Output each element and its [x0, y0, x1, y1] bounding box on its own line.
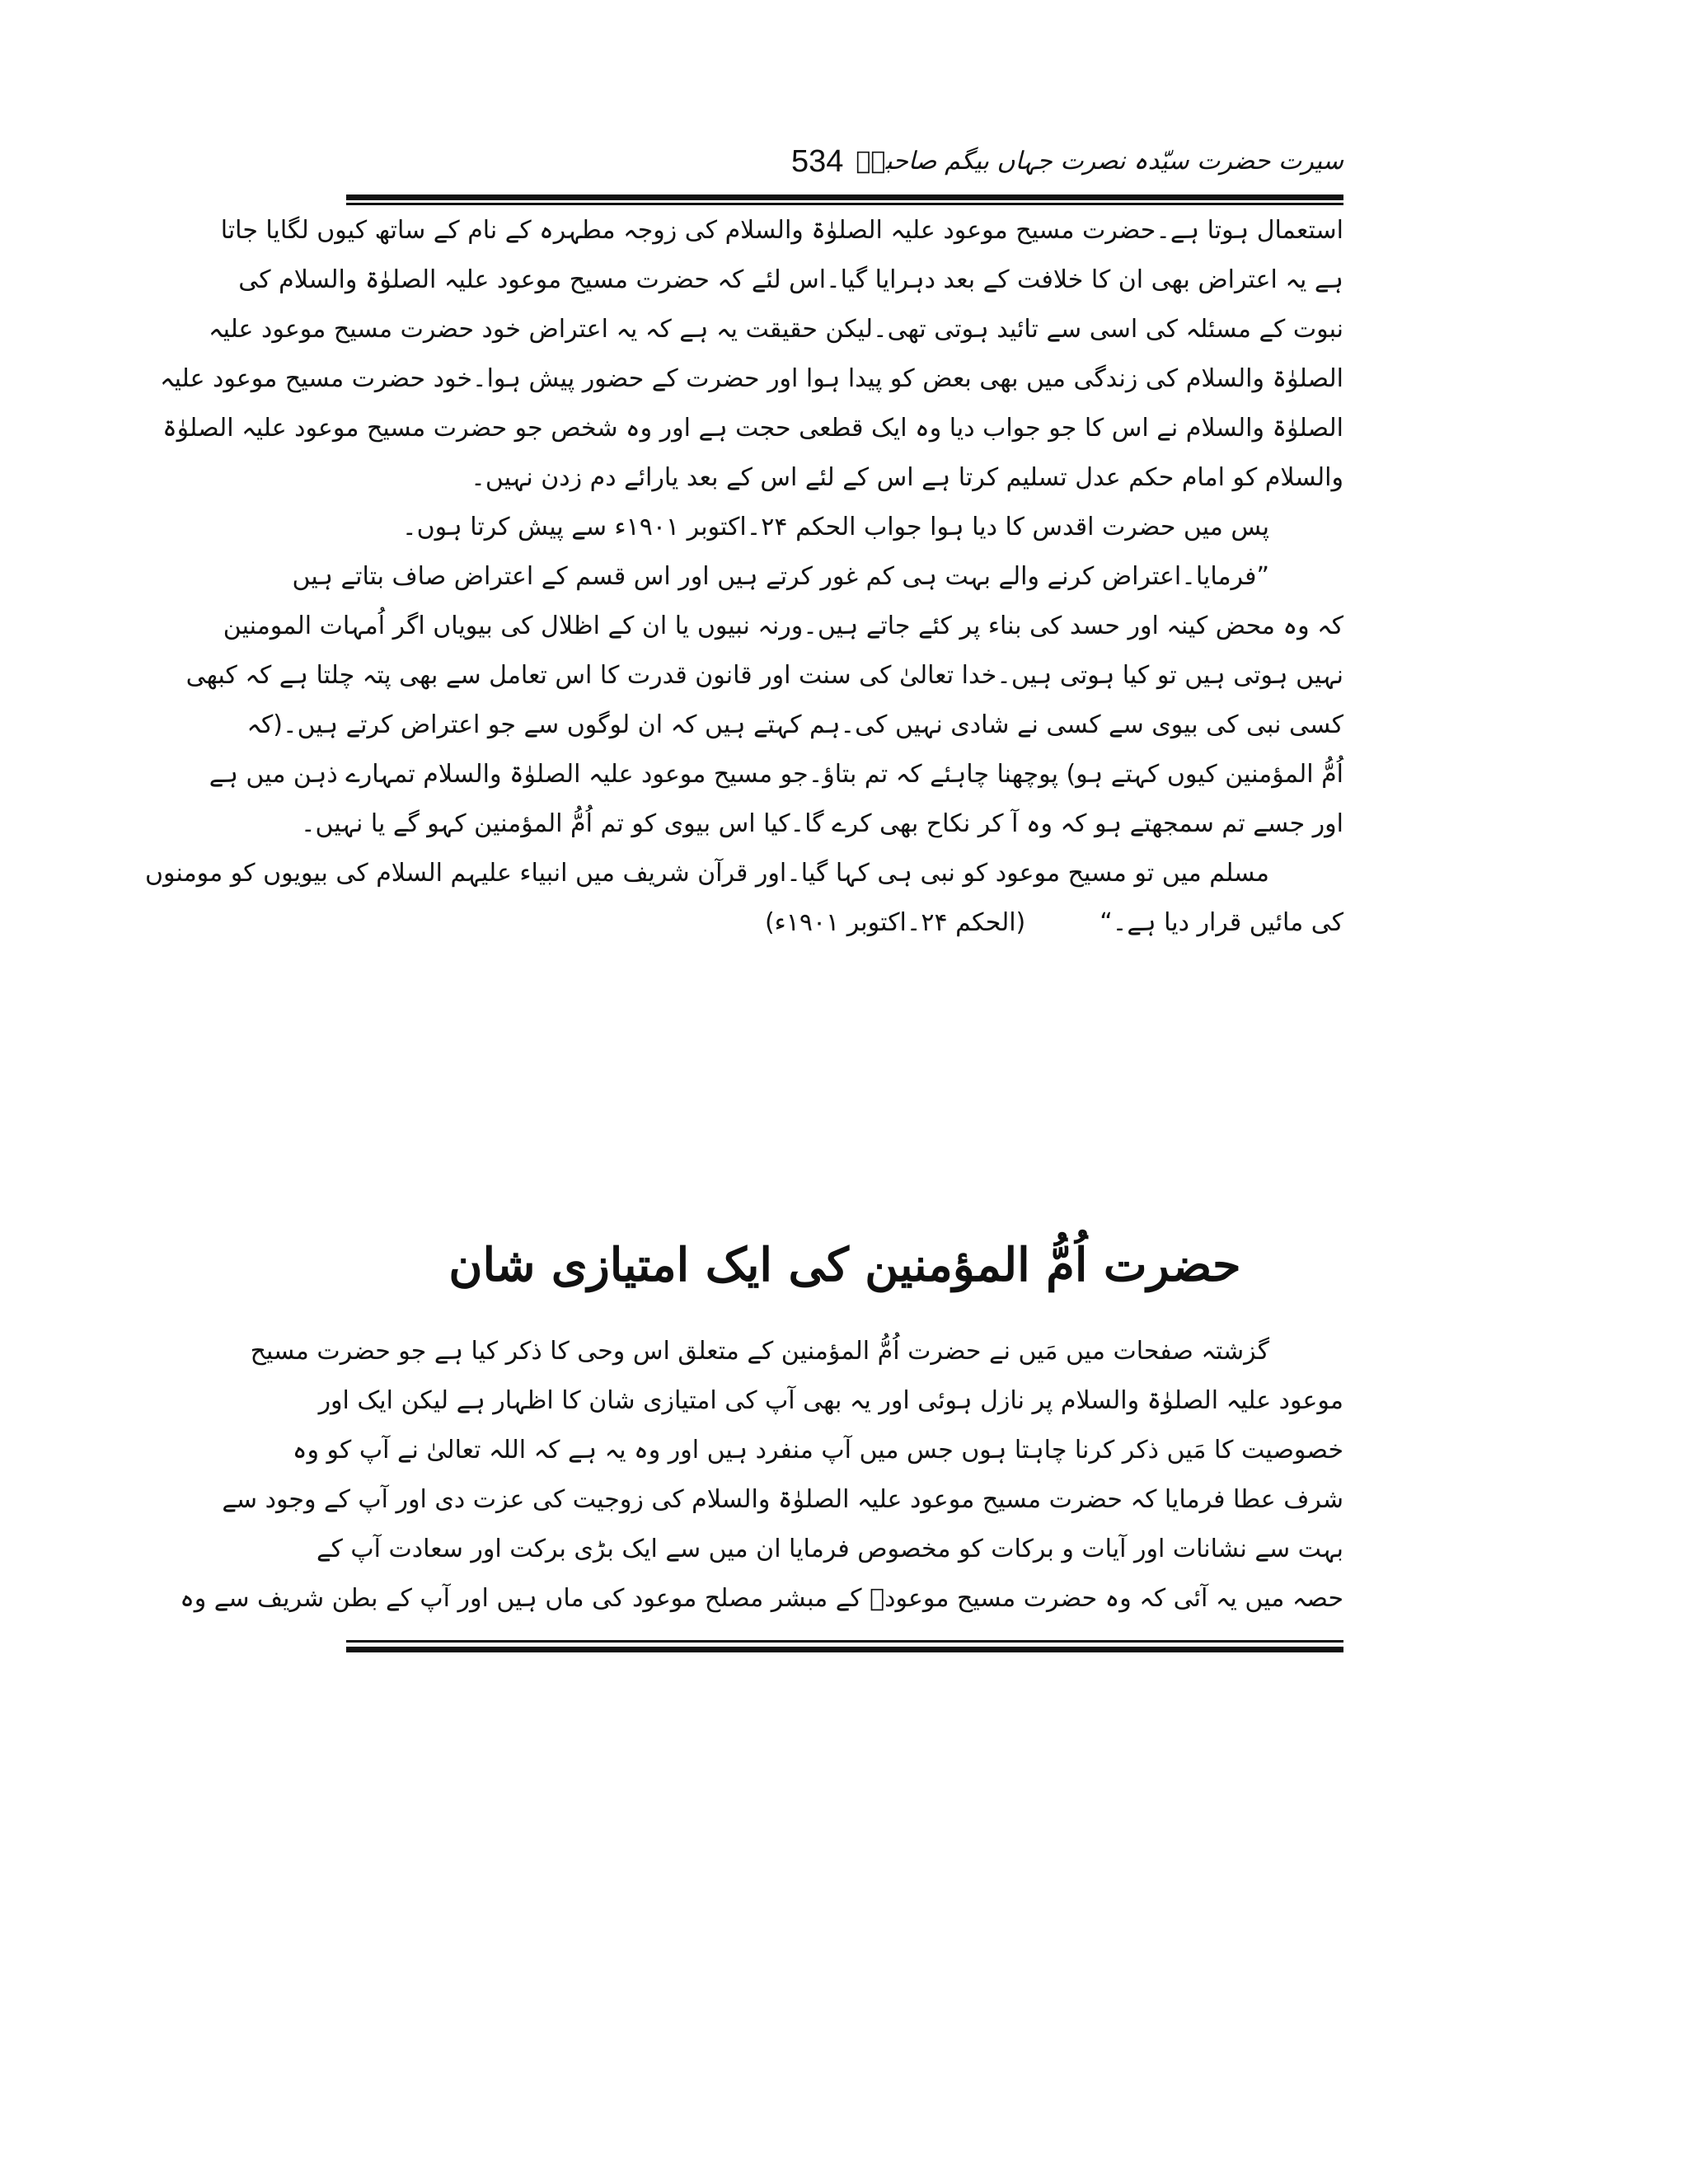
text-line: مسلم میں تو مسیح موعود کو نبی ہی کہا گیا۔اور قرآن شریف میں انبیاء علیہم السلام کی بیویوں کو مومنوں	[145, 859, 1269, 888]
running-title: سیرت حضرت سیّدہ نصرت جہاں بیگم صاحبہؓ	[856, 147, 1343, 176]
text-line: شرف عطا فرمایا کہ حضرت مسیح موعود علیہ الصلوٰۃ والسلام کی زوجیت کی عزت دی اور آپ کے وجود سے	[222, 1485, 1343, 1514]
body-text-bottom	[180, 1327, 1343, 1624]
quote-closing-line	[346, 898, 1343, 948]
text-line: اور جسے تم سمجھتے ہو کہ وہ آ کر نکاح بھی کرے گا۔کیا اس بیوی کو تم اُمُّ المؤمنین کہو گے یا نہیں۔	[300, 809, 1343, 838]
text-line: حصہ میں یہ آئی کہ وہ حضرت مسیح موعودؑ کے مبشر مصلح موعود کی ماں ہیں اور آپ کے بطن شریف سے وہ	[180, 1584, 1343, 1613]
text-line: نہیں ہوتی ہیں تو کیا ہوتی ہیں۔خدا تعالیٰ کی سنت اور قانون قدرت کا اس تعامل سے بھی پتہ چلتا ہے کہ کبھی	[185, 661, 1343, 690]
text-line: ”فرمایا۔اعتراض کرنے والے بہت ہی کم غور کرتے ہیں اور اس قسم کے اعتراض صاف بتاتے ہیں	[292, 562, 1269, 591]
citation: (الحکم ۲۴۔اکتوبر ۱۹۰۱ء)	[764, 908, 1026, 937]
text-line: والسلام کو امام حکم عدل تسلیم کرتا ہے اس کے لئے اس کے بعد یارائے دم زدن نہیں۔	[471, 463, 1343, 492]
page-number: 534	[791, 144, 844, 179]
body-text-top	[145, 206, 1343, 948]
header-rule-thick	[346, 194, 1343, 200]
text-line: استعمال ہوتا ہے۔حضرت مسیح موعود علیہ الصلوٰۃ والسلام کی زوجہ مطہرہ کے نام کے ساتھ کیوں لگایا جاتا	[220, 216, 1343, 245]
text-line: الصلوٰۃ والسلام نے اس کا جو جواب دیا وہ ایک قطعی حجت ہے اور وہ شخص جو حضرت مسیح موعود علیہ الصلوٰۃ	[162, 414, 1343, 443]
header-rule-thin	[346, 203, 1343, 205]
text-line: الصلوٰۃ والسلام کی زندگی میں بھی بعض کو پیدا ہوا اور حضرت کے حضور پیش ہوا۔خود حضرت مسیح موعود علیہ	[160, 364, 1343, 393]
text-line: گزشتہ صفحات میں مَیں نے حضرت اُمُّ المؤمنین کے متعلق اس وحی کا ذکر کیا ہے جو حضرت مسیح	[250, 1337, 1269, 1366]
quote-closing-text: کی مائیں قرار دیا ہے۔“	[1100, 908, 1343, 937]
text-line: اُمُّ المؤمنین کیوں کہتے ہو) پوچھنا چاہئے کہ تم بتاؤ۔جو مسیح موعود علیہ الصلوٰۃ والسلام تمہارے ذہن میں ہے	[209, 760, 1343, 789]
section-heading: حضرت اُمُّ المؤمنین کی ایک امتیازی شان	[448, 1238, 1241, 1292]
footer-rule-thick	[346, 1647, 1343, 1652]
text-line: خصوصیت کا مَیں ذکر کرنا چاہتا ہوں جس میں آپ منفرد ہیں اور وہ یہ ہے کہ اللہ تعالیٰ نے آپ کو وہ	[292, 1436, 1343, 1465]
text-line: ہے یہ اعتراض بھی ان کا خلافت کے بعد دہرایا گیا۔اس لئے کہ حضرت مسیح موعود علیہ الصلوٰۃ والسلام کی	[238, 265, 1343, 294]
footer-rule-thin	[346, 1640, 1343, 1643]
running-header	[346, 140, 1343, 190]
text-line: کسی نبی کی بیوی سے کسی نے شادی نہیں کی۔ہم کہتے ہیں کہ ان لوگوں سے جو اعتراض کرتے ہیں۔(کہ	[246, 710, 1343, 739]
text-line: نبوت کے مسئلہ کی اسی سے تائید ہوتی تھی۔لیکن حقیقت یہ ہے کہ یہ اعتراض خود حضرت مسیح موعود علیہ	[208, 315, 1343, 344]
text-line: موعود علیہ الصلوٰۃ والسلام پر نازل ہوئی اور یہ بھی آپ کی امتیازی شان کا اظہار ہے لیکن ایک اور	[318, 1386, 1343, 1415]
text-line: کہ وہ محض کینہ اور حسد کی بناء پر کئے جاتے ہیں۔ورنہ نبیوں یا ان کے اظلال کی بیویاں اگر اُمہات المومنین	[223, 612, 1343, 640]
text-line: پس میں حضرت اقدس کا دیا ہوا جواب الحکم ۲۴۔اکتوبر ۱۹۰۱ء سے پیش کرتا ہوں۔	[402, 513, 1269, 541]
text-line: بہت سے نشانات اور آیات و برکات کو مخصوص فرمایا ان میں سے ایک بڑی برکت اور سعادت آپ کے	[316, 1535, 1343, 1563]
